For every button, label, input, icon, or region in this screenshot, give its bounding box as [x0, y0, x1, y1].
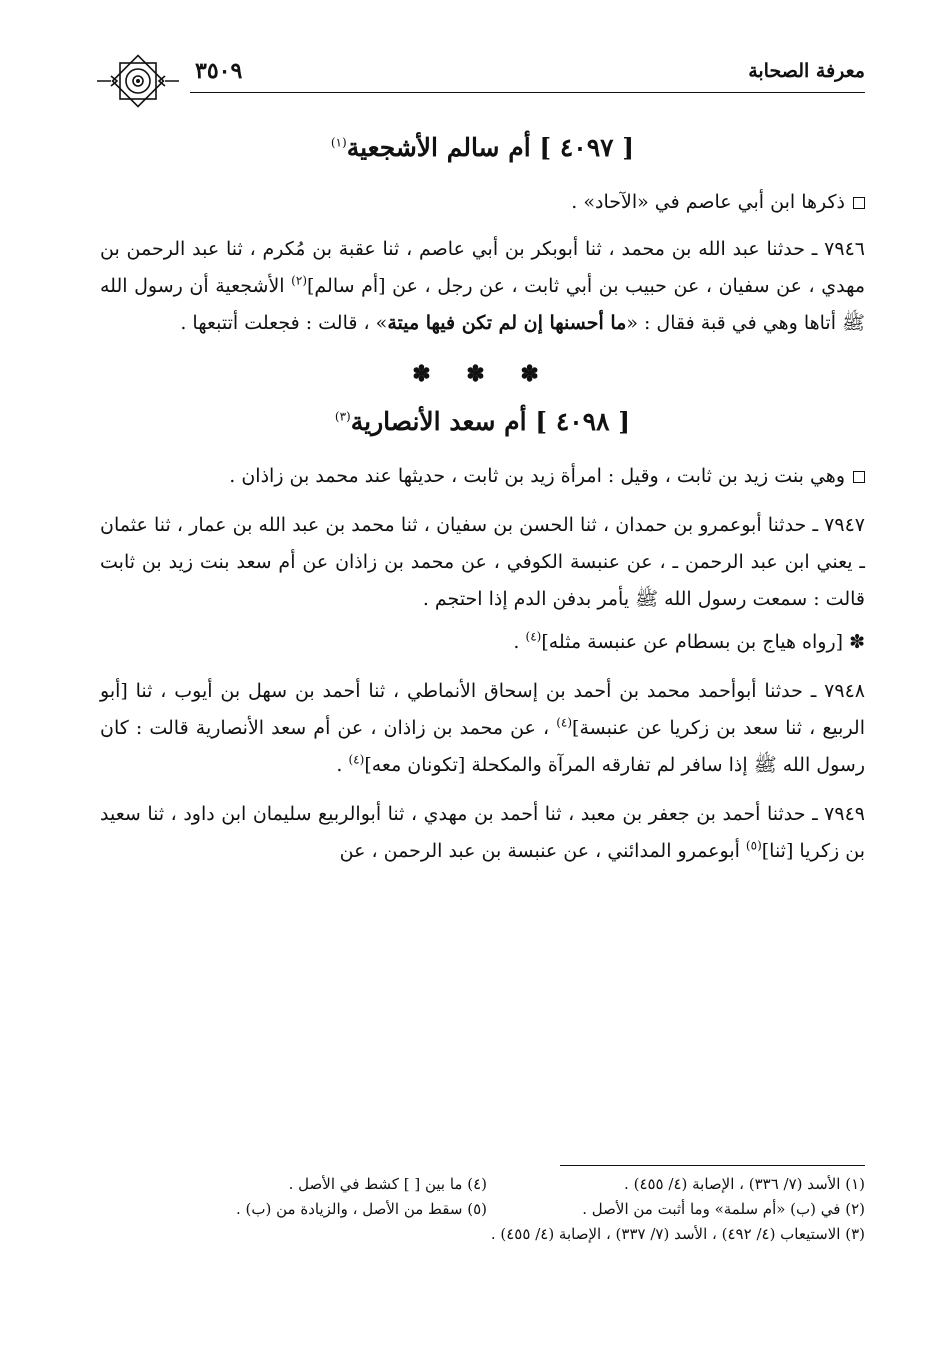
footnote-4: (٤) ما بين [ ] كشط في الأصل .	[288, 1175, 487, 1193]
page-header	[95, 58, 865, 102]
header-rule	[190, 92, 865, 93]
hadith-text: ٧٩٤٦ ـ حدثنا عبد الله بن محمد ، ثنا أبوبكر بن أبي عاصم ، ثنا عقبة بن مُكرم ، ثنا عبد الرحمن بن مهدي ، عن سفيان ، عن حبيب بن أبي ثابت ، عن رجل ، عن [أم سالم]	[100, 238, 866, 297]
footnote-row	[100, 1172, 865, 1197]
hadith-7948	[100, 673, 865, 784]
hadith-7947	[100, 507, 865, 618]
page-number: ٣٥٠٩	[195, 58, 243, 84]
footnote-ref: (٤)	[348, 752, 365, 767]
entry-heading-text: [ ٤٠٩٧ ] أم سالم الأشجعية	[346, 133, 635, 162]
footnote-ref: (٣)	[334, 409, 351, 424]
footnote-row	[100, 1222, 865, 1247]
entry-intro	[100, 458, 865, 495]
hadith-text: » ، قالت : فجعلت أتتبعها .	[180, 312, 388, 334]
ornament-icon	[95, 52, 181, 110]
hadith-7949	[100, 796, 865, 870]
footnote-1: (١) الأسد (٧/ ٣٣٦) ، الإصابة (٤/ ٤٥٥) .	[624, 1175, 865, 1193]
note-text: .	[513, 631, 526, 653]
footnote-rule	[560, 1165, 865, 1166]
hadith-text: .	[336, 754, 349, 776]
hadith-text: ٧٩٤٨ ـ حدثنا أبوأحمد محمد بن أحمد بن إسحاق الأنماطي ، ثنا أحمد بن سهل بن أيوب ، ثنا [أبو الربيع ، ثنا سعد بن زكريا عن عنبسة]	[100, 680, 865, 739]
main-text	[100, 128, 865, 870]
note-text: ✽ [رواه هياج بن بسطام عن عنبسة مثله]	[541, 631, 865, 653]
hadith-text: ٧٩٤٧ ـ حدثنا أبوعمرو بن حمدان ، ثنا الحسن بن سفيان ، ثنا محمد بن عبد الله بن عمار ، ثنا عثمان ـ يعني ابن عبد الرحمن ـ ، عن عنبسة الكوفي ، عن محمد بن زاذان عن أم سعد بنت زيد بن ثابت قالت : سمعت رسول الله ﷺ يأمر بدفن الدم إذا احتجم .	[100, 514, 865, 610]
square-bullet-icon	[853, 197, 865, 209]
footnote-3: (٣) الاستيعاب (٤/ ٤٩٢) ، الأسد (٧/ ٣٣٧) ، الإصابة (٤/ ٤٥٥) .	[490, 1225, 865, 1243]
hadith-text: ، عن محمد بن زاذان ، عن أم سعد الأنصارية قالت : كان رسول الله ﷺ إذا سافر لم تفارقه المرآة والمكحلة [تكونان معه]	[100, 717, 865, 776]
footnote-ref: (٢)	[291, 273, 307, 288]
hadith-text: أبوعمرو المدائني ، عن عنبسة بن عبد الرحمن ، عن	[339, 840, 746, 862]
entry-intro-text: وهي بنت زيد بن ثابت ، وقيل : امرأة زيد بن ثابت ، حديثها عند محمد بن زاذان .	[229, 465, 845, 487]
footnote-ref: (١)	[330, 135, 347, 150]
entry-intro-text: ذكرها ابن أبي عاصم في «الآحاد» .	[571, 191, 845, 213]
hadith-quote: ما أحسنها إن لم تكن فيها ميتة	[387, 312, 627, 334]
hadith-text: الأشجعية أن رسول الله ﷺ أتاها وهي في قبة فقال : «	[100, 275, 865, 334]
footnote-2: (٢) في (ب) «أم سلمة» وما أثبت من الأصل .	[582, 1200, 865, 1218]
footnotes	[100, 1172, 865, 1247]
hadith-text: ٧٩٤٩ ـ حدثنا أحمد بن جعفر بن معبد ، ثنا أحمد بن مهدي ، ثنا أبوالربيع سليمان ابن داود ، ثنا سعيد بن زكريا [ثنا]	[100, 803, 865, 862]
entry-heading-4097	[100, 128, 865, 168]
footnote-ref: (٤)	[556, 715, 573, 730]
square-bullet-icon	[853, 471, 865, 483]
footnote-5: (٥) سقط من الأصل ، والزيادة من (ب) .	[235, 1200, 487, 1218]
footnote-row	[100, 1197, 865, 1222]
entry-intro	[100, 184, 865, 221]
editor-note	[100, 624, 865, 661]
entry-heading-4098	[100, 402, 865, 442]
entry-heading-text: [ ٤٠٩٨ ] أم سعد الأنصارية	[350, 407, 631, 436]
footnote-ref: (٥)	[745, 838, 762, 853]
section-separator: ✽ ✽ ✽	[412, 361, 553, 387]
footnote-ref: (٤)	[525, 629, 542, 644]
running-title: معرفة الصحابة	[748, 60, 865, 82]
hadith-7946	[100, 231, 865, 342]
